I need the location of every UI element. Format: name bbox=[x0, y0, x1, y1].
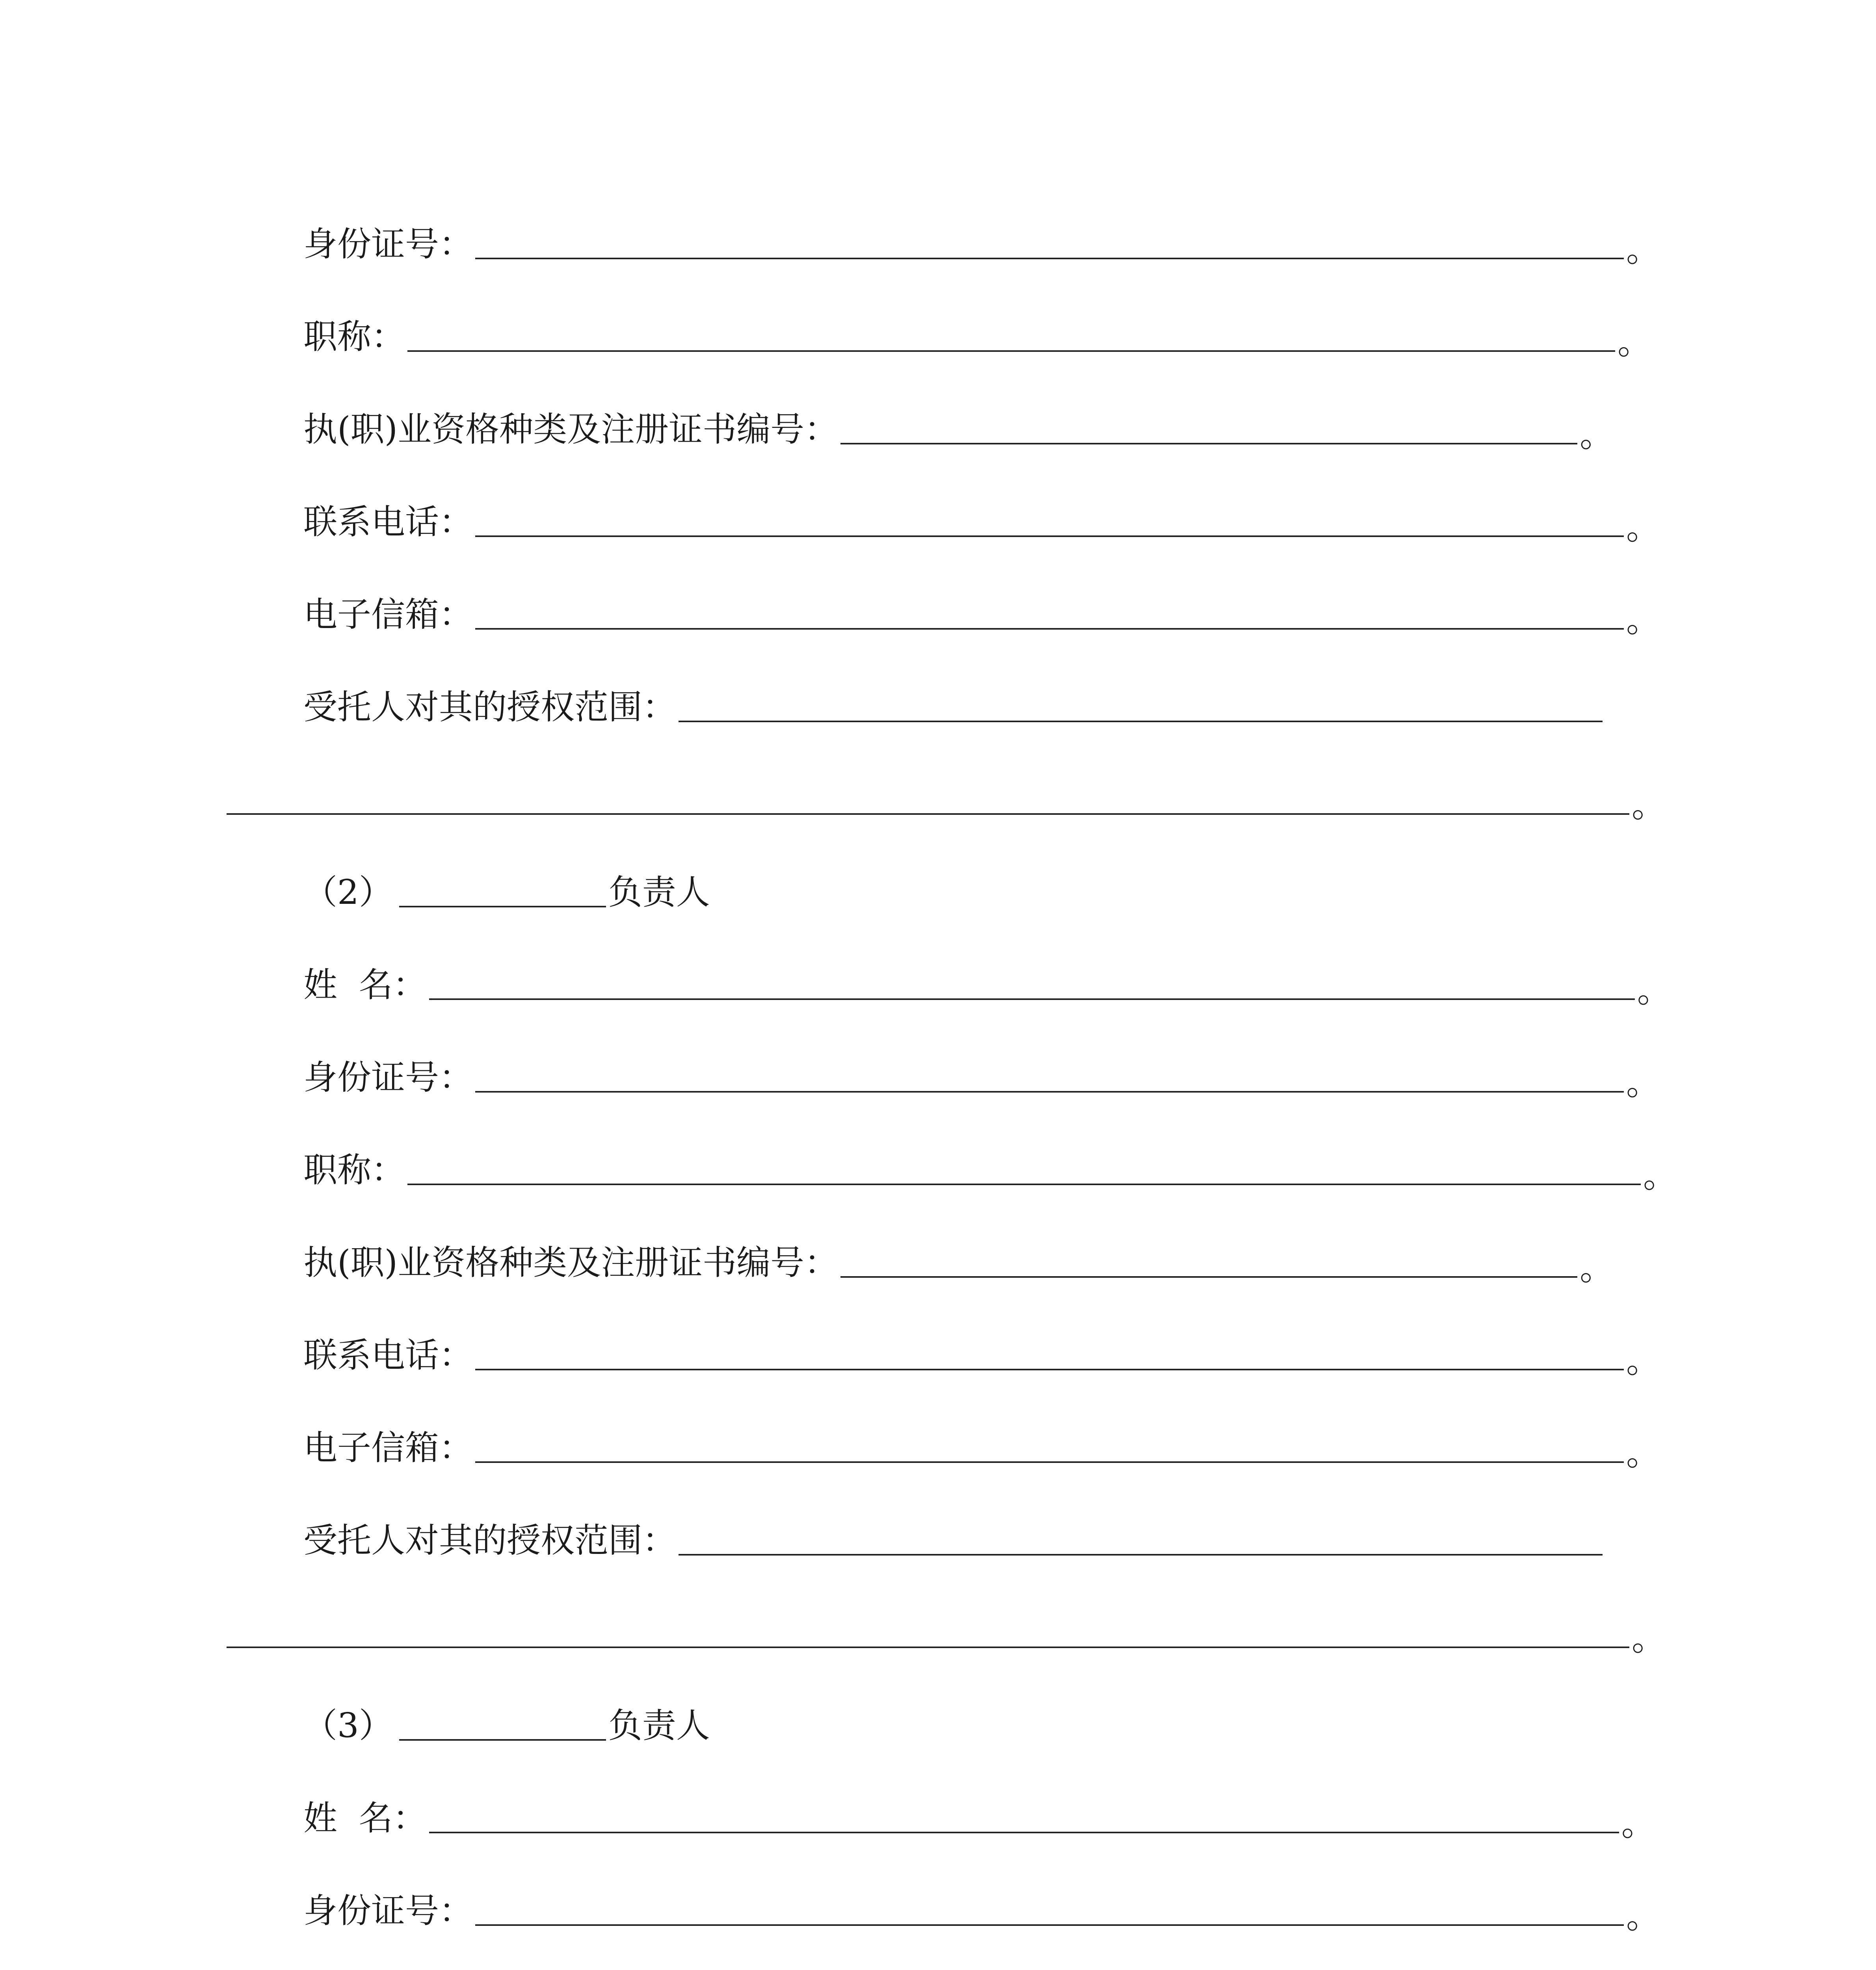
field-label: 身份证号： bbox=[303, 225, 473, 264]
period-mark: 。 bbox=[1637, 971, 1671, 1010]
field-row-title bbox=[303, 313, 1651, 362]
field-label: 身份证号： bbox=[303, 1058, 473, 1097]
field-label: 联系电话： bbox=[303, 1336, 473, 1375]
field-row-qualification bbox=[303, 406, 1614, 455]
section-number: （2） bbox=[303, 873, 393, 912]
fill-line[interactable] bbox=[227, 1619, 1629, 1648]
field-row-id-number bbox=[303, 1887, 1660, 1936]
fill-line[interactable] bbox=[475, 1434, 1624, 1463]
field-label: 执(职)业资格种类及注册证书编号： bbox=[303, 1243, 839, 1282]
field-row-email bbox=[303, 1424, 1660, 1473]
section-suffix: 负责人 bbox=[608, 1706, 710, 1745]
period-mark: 。 bbox=[1626, 1434, 1660, 1473]
fill-line[interactable] bbox=[475, 1063, 1624, 1093]
field-row-phone bbox=[303, 1332, 1660, 1381]
field-label: 执(职)业资格种类及注册证书编号： bbox=[303, 410, 839, 449]
fill-line[interactable] bbox=[475, 508, 1624, 537]
field-row-title bbox=[303, 1147, 1677, 1195]
period-mark: 。 bbox=[1643, 1156, 1677, 1195]
fill-line[interactable] bbox=[407, 1156, 1641, 1185]
period-mark: 。 bbox=[1580, 1249, 1614, 1288]
fill-line[interactable] bbox=[399, 878, 606, 907]
period-mark: 。 bbox=[1626, 1341, 1660, 1381]
field-label: 姓 名： bbox=[303, 965, 427, 1005]
section-number: （3） bbox=[303, 1706, 393, 1745]
period-mark: 。 bbox=[1626, 508, 1660, 547]
fill-line[interactable] bbox=[429, 1804, 1619, 1833]
fill-line[interactable] bbox=[475, 230, 1624, 259]
period-mark: 。 bbox=[1632, 786, 1666, 825]
fill-line[interactable] bbox=[429, 971, 1635, 1000]
field-label: 电子信箱： bbox=[303, 1428, 473, 1468]
fill-line[interactable] bbox=[840, 1249, 1577, 1278]
field-row-email bbox=[303, 591, 1660, 640]
field-row-scope-continued bbox=[227, 1609, 1666, 1658]
section-heading bbox=[303, 869, 710, 912]
field-row-id-number bbox=[303, 221, 1660, 269]
fill-line[interactable] bbox=[227, 786, 1629, 815]
field-row-name bbox=[303, 961, 1671, 1010]
field-row-qualification bbox=[303, 1239, 1614, 1288]
field-row-scope bbox=[303, 1517, 1603, 1560]
field-label: 姓 名： bbox=[303, 1799, 427, 1838]
period-mark: 。 bbox=[1626, 600, 1660, 640]
field-row-scope-continued bbox=[227, 776, 1666, 825]
fill-line[interactable] bbox=[679, 693, 1603, 722]
section-heading bbox=[303, 1702, 710, 1745]
period-mark: 。 bbox=[1626, 1897, 1660, 1936]
field-label: 职称： bbox=[303, 317, 405, 357]
period-mark: 。 bbox=[1626, 230, 1660, 269]
field-label: 联系电话： bbox=[303, 502, 473, 542]
fill-line[interactable] bbox=[399, 1712, 606, 1741]
period-mark: 。 bbox=[1580, 415, 1614, 455]
field-label: 电子信箱： bbox=[303, 595, 473, 634]
period-mark: 。 bbox=[1621, 1804, 1655, 1844]
field-label: 身份证号： bbox=[303, 1891, 473, 1931]
field-label: 受托人对其的授权范围： bbox=[303, 688, 676, 727]
fill-line[interactable] bbox=[475, 600, 1624, 630]
field-row-name bbox=[303, 1795, 1655, 1844]
fill-line[interactable] bbox=[475, 1897, 1624, 1926]
field-row-id-number bbox=[303, 1054, 1660, 1103]
fill-line[interactable] bbox=[475, 1341, 1624, 1370]
field-row-phone bbox=[303, 498, 1660, 547]
fill-line[interactable] bbox=[840, 415, 1577, 444]
section-suffix: 负责人 bbox=[608, 873, 710, 912]
field-row-scope bbox=[303, 684, 1603, 727]
period-mark: 。 bbox=[1618, 323, 1651, 362]
fill-line[interactable] bbox=[679, 1526, 1603, 1556]
fill-line[interactable] bbox=[407, 323, 1615, 352]
period-mark: 。 bbox=[1632, 1619, 1666, 1658]
field-label: 受托人对其的授权范围： bbox=[303, 1521, 676, 1560]
field-label: 职称： bbox=[303, 1150, 405, 1190]
period-mark: 。 bbox=[1626, 1063, 1660, 1103]
